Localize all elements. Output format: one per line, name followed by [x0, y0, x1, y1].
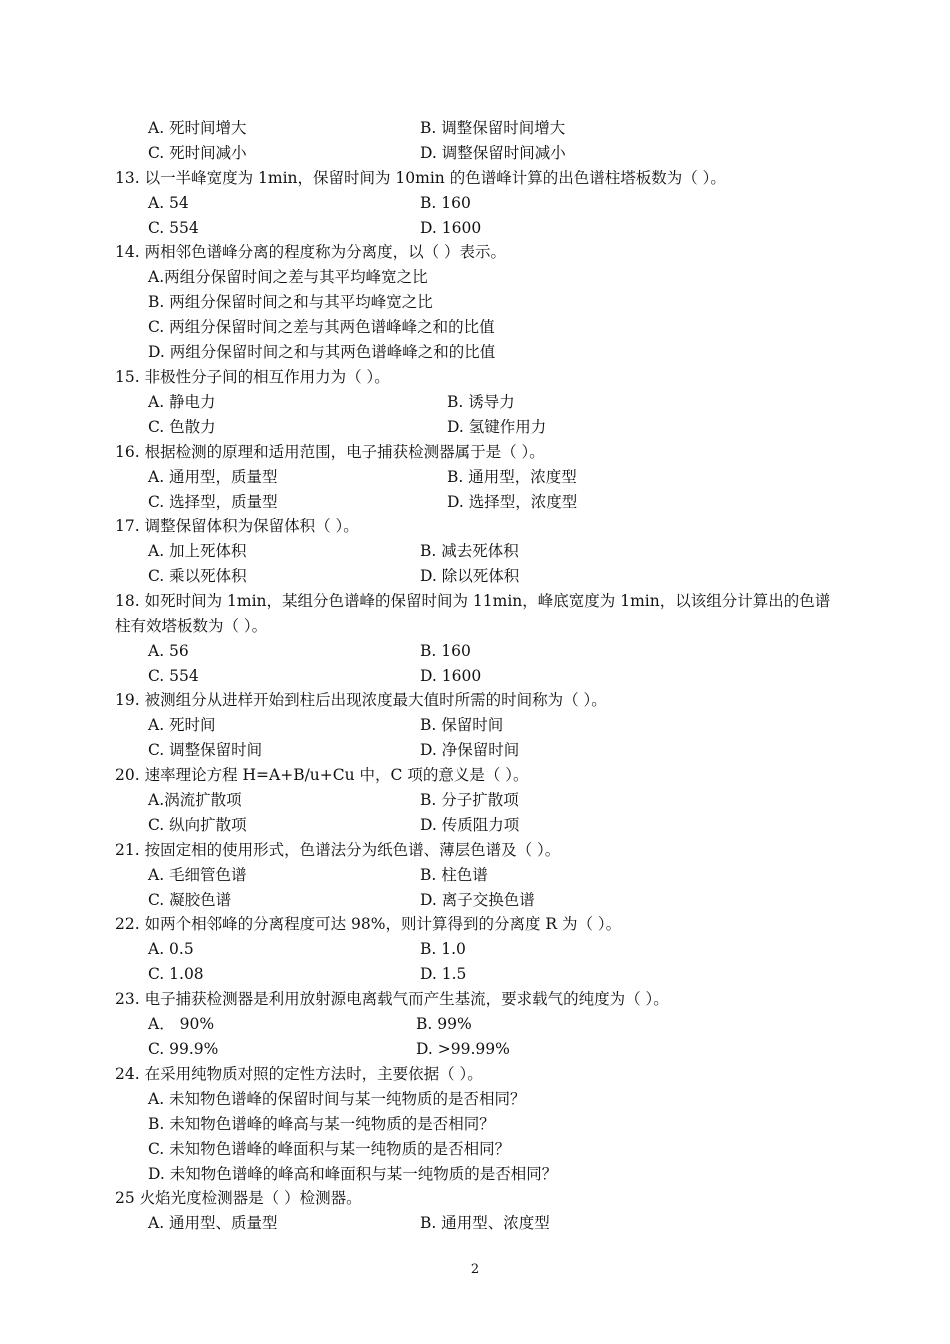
option-17-b: B. 减去死体积 — [420, 542, 519, 560]
option-17-a: A. 加上死体积 — [148, 542, 247, 560]
option-13-c: C. 554 — [148, 219, 199, 237]
question-25: 25 火焰光度检测器是（ ）检测器。 — [115, 1189, 362, 1207]
option-12-b: B. 调整保留时间增大 — [420, 119, 566, 137]
option-12-d: D. 调整保留时间减小 — [420, 144, 566, 162]
option-12-c: C. 死时间减小 — [148, 144, 247, 162]
option-15-a: A. 静电力 — [148, 393, 216, 411]
option-23-c: C. 99.9% — [148, 1040, 219, 1058]
option-22-c: C. 1.08 — [148, 965, 204, 983]
option-22-a: A. 0.5 — [148, 940, 194, 958]
option-17-c: C. 乘以死体积 — [148, 567, 247, 585]
option-14-b: B. 两组分保留时间之和与其平均峰宽之比 — [148, 293, 433, 311]
option-14-d: D. 两组分保留时间之和与其两色谱峰峰之和的比值 — [148, 343, 496, 361]
question-18: 18. 如死时间为 1min，某组分色谱峰的保留时间为 11min，峰底宽度为 1min，以该组分计算出的色谱 — [115, 592, 831, 610]
option-13-b: B. 160 — [420, 194, 471, 212]
option-24-a: A. 未知物色谱峰的保留时间与某一纯物质的是否相同？ — [148, 1090, 526, 1108]
option-14-c: C. 两组分保留时间之差与其两色谱峰峰之和的比值 — [148, 318, 495, 336]
option-25-b: B. 通用型、浓度型 — [420, 1214, 550, 1232]
option-18-b: B. 160 — [420, 642, 471, 660]
page-number: 2 — [470, 1262, 480, 1277]
option-21-b: B. 柱色谱 — [420, 866, 488, 884]
option-13-d: D. 1600 — [420, 219, 482, 237]
option-21-c: C. 凝胶色谱 — [148, 891, 232, 909]
question-16: 16. 根据检测的原理和适用范围，电子捕获检测器属于是（ ）。 — [115, 443, 545, 461]
question-22: 22. 如两个相邻峰的分离程度可达 98%，则计算得到的分离度 R 为（ ）。 — [115, 915, 622, 933]
option-17-d: D. 除以死体积 — [420, 567, 520, 585]
option-15-b: B. 诱导力 — [447, 393, 515, 411]
question-15: 15. 非极性分子间的相互作用力为（ ）。 — [115, 368, 390, 386]
option-22-b: B. 1.0 — [420, 940, 466, 958]
option-23-b: B. 99% — [416, 1015, 472, 1033]
option-15-d: D. 氢键作用力 — [447, 418, 547, 436]
option-24-d: D. 未知物色谱峰的峰高和峰面积与某一纯物质的是否相同？ — [148, 1165, 558, 1183]
option-24-c: C. 未知物色谱峰的峰面积与某一纯物质的是否相同？ — [148, 1140, 511, 1158]
question-13: 13. 以一半峰宽度为 1min，保留时间为 10min 的色谱峰计算的出色谱柱塔板数为（ ）。 — [115, 169, 726, 187]
question-18-continued: 柱有效塔板数为（ ）。 — [115, 617, 268, 635]
option-18-a: A. 56 — [148, 642, 189, 660]
question-24: 24. 在采用纯物质对照的定性方法时，主要依据（ ）。 — [115, 1065, 483, 1083]
question-14: 14. 两相邻色谱峰分离的程度称为分离度，以（ ）表示。 — [115, 243, 507, 261]
option-13-a: A. 54 — [148, 194, 189, 212]
option-20-a: A.涡流扩散项 — [148, 791, 242, 809]
option-16-d: D. 选择型，浓度型 — [447, 493, 578, 511]
option-25-a: A. 通用型、质量型 — [148, 1214, 278, 1232]
option-24-b: B. 未知物色谱峰的峰高与某一纯物质的是否相同？ — [148, 1115, 495, 1133]
question-23: 23. 电子捕获检测器是利用放射源电离载气而产生基流，要求载气的纯度为（ ）。 — [115, 990, 669, 1008]
option-16-b: B. 通用型，浓度型 — [447, 468, 577, 486]
option-19-b: B. 保留时间 — [420, 716, 504, 734]
option-22-d: D. 1.5 — [420, 965, 467, 983]
option-16-a: A. 通用型，质量型 — [148, 468, 278, 486]
option-14-a: A.两组分保留时间之差与其平均峰宽之比 — [148, 268, 428, 286]
option-18-c: C. 554 — [148, 667, 199, 685]
option-23-d: D. >99.99% — [416, 1040, 510, 1058]
question-21: 21. 按固定相的使用形式，色谱法分为纸色谱、薄层色谱及（ ）。 — [115, 841, 561, 859]
option-19-c: C. 调整保留时间 — [148, 741, 263, 759]
option-19-d: D. 净保留时间 — [420, 741, 520, 759]
option-20-d: D. 传质阻力项 — [420, 816, 520, 834]
option-19-a: A. 死时间 — [148, 716, 216, 734]
option-15-c: C. 色散力 — [148, 418, 216, 436]
option-12-a: A. 死时间增大 — [148, 119, 247, 137]
question-17: 17. 调整保留体积为保留体积（ ）。 — [115, 517, 359, 535]
option-16-c: C. 选择型，质量型 — [148, 493, 278, 511]
option-23-a: A． 90% — [148, 1015, 215, 1033]
option-18-d: D. 1600 — [420, 667, 482, 685]
option-20-b: B. 分子扩散项 — [420, 791, 519, 809]
option-21-d: D. 离子交换色谱 — [420, 891, 535, 909]
question-19: 19. 被测组分从进样开始到柱后出现浓度最大值时所需的时间称为（ ）。 — [115, 691, 607, 709]
option-20-c: C. 纵向扩散项 — [148, 816, 247, 834]
option-21-a: A. 毛细管色谱 — [148, 866, 247, 884]
question-20: 20. 速率理论方程 H=A+B/u+Cu 中，C 项的意义是（ ）。 — [115, 766, 529, 784]
